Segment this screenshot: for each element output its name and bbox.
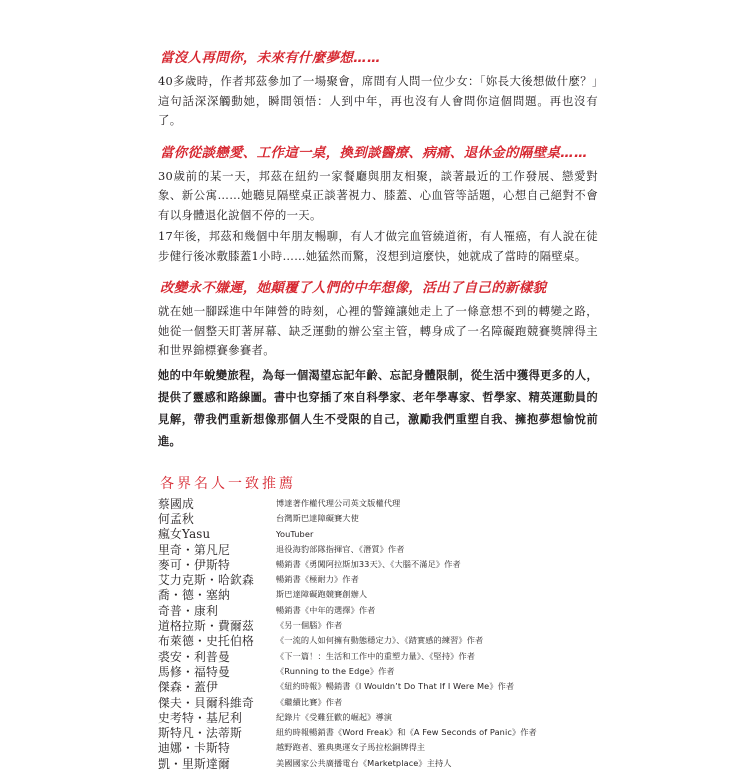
section-heading: 當沒人再問你，未來有什麼夢想……: [160, 50, 381, 66]
list-item: [158, 740, 598, 755]
recommender-name: 何孟秋: [158, 511, 194, 526]
book-description-page: [158, 48, 598, 771]
recommender-title: 《一流的人如何擁有動態穩定力》、《踏實感的練習》作者: [276, 635, 484, 646]
recommender-title: 暢銷書《中年的選擇》作者: [276, 604, 376, 615]
list-item: [158, 710, 598, 725]
list-item: [158, 648, 598, 663]
section-2: [158, 143, 598, 267]
recommender-name: 麥可・伊斯特: [158, 557, 230, 572]
recommender-title: 美國國家公共廣播電台《Marketplace》主持人: [276, 757, 452, 768]
recommender-title: 退役海豹部隊指揮官、《潛質》作者: [276, 543, 405, 554]
recommendations-heading: 各界名人一致推薦: [160, 475, 296, 492]
recommender-title: 越野跑者、雅典奧運女子馬拉松銅牌得主: [276, 742, 426, 753]
recommender-name: 里奇・第凡尼: [158, 542, 230, 557]
recommender-title: 台灣斯巴達障礙賽大使: [276, 512, 359, 523]
recommender-name: 奇普・康利: [158, 603, 218, 618]
list-item: [158, 679, 598, 694]
recommender-title: 《紐約時報》暢銷書《I Wouldn’t Do That If I Were Me》作者: [276, 681, 515, 692]
recommender-name: 傑森・蓋伊: [158, 680, 218, 695]
list-item: [158, 725, 598, 740]
recommender-title: 《下一篇！：生活和工作中的重塑力量》、《堅持》作者: [276, 650, 475, 661]
list-item: [158, 587, 598, 602]
list-item: [158, 618, 598, 633]
recommender-title: 紐約時報暢銷書《Word Freak》和《A Few Seconds of Panic》作者: [276, 727, 537, 738]
list-item: [158, 526, 598, 541]
recommendations-list: [158, 496, 598, 771]
section-paragraph: 40多歲時，作者邦茲參加了一場聚會，席間有人問一位少女：「妳長大後想做什麼？」這句話深深觸動她，瞬間領悟：人到中年，再也沒有人會問你這個問題。再也沒有了。: [158, 74, 598, 127]
recommender-name: 凱・里斯達爾: [158, 756, 230, 771]
section-3: [158, 278, 598, 361]
list-item: [158, 541, 598, 556]
section-heading: 改變永不嫌遲，她顛覆了人們的中年想像，活出了自己的新樣貌: [160, 280, 547, 296]
recommender-name: 斯特凡・法蒂斯: [158, 726, 242, 741]
recommender-name: 喬・德・塞納: [158, 588, 230, 603]
section-heading: 當你從談戀愛、工作這一桌，換到談醫療、病痛、退休金的隔壁桌……: [160, 144, 588, 161]
recommender-title: 斯巴達障礙跑競賽創辦人: [276, 589, 368, 600]
recommender-title: 暢銷書《勇闖阿拉斯加33天》、《大腦不滿足》作者: [276, 558, 461, 569]
list-item: [158, 633, 598, 648]
recommender-title: 博達著作權代理公司英文版權代理: [276, 497, 401, 508]
recommender-name: 蔡國成: [158, 496, 194, 511]
recommender-name: 瘋女Yasu: [158, 527, 211, 542]
list-item: [158, 664, 598, 679]
recommender-name: 布萊德・史托伯格: [158, 634, 254, 649]
section-1: [158, 48, 598, 131]
list-item: [158, 496, 598, 511]
list-item: [158, 557, 598, 572]
recommender-name: 裘安・利普曼: [158, 649, 230, 664]
section-paragraph: 17年後，邦茲和幾個中年朋友暢聊，有人才做完血管繞道術，有人罹癌，有人說在徒步健行後冰敷膝蓋1小時……她猛然而驚，沒想到這麼快，她就成了當時的隔壁桌。: [158, 229, 598, 263]
recommender-name: 馬修・福特曼: [158, 664, 230, 679]
list-item: [158, 572, 598, 587]
recommender-title: 《繼續比賽》作者: [276, 696, 343, 707]
list-item: [158, 511, 598, 526]
recommender-name: 傑夫・貝爾科維奇: [158, 695, 254, 710]
list-item: [158, 694, 598, 709]
recommender-name: 艾力克斯・哈欽森: [158, 573, 254, 588]
recommender-title: 暢銷書《極耐力》作者: [276, 574, 359, 585]
recommender-name: 道格拉斯・費爾茲: [158, 619, 254, 634]
section-paragraph: 就在她一腳踩進中年陣營的時刻，心裡的警鐘讓她走上了一條意想不到的轉變之路，她從一個整天盯著屏幕、缺乏運動的辦公室主管，轉身成了一名障礙跑競賽獎牌得主和世界錦標賽參賽者。: [158, 304, 598, 357]
recommender-name: 史考特・基尼利: [158, 710, 242, 725]
recommender-title: YouTuber: [276, 528, 314, 539]
list-item: [158, 756, 598, 771]
recommender-title: 紀錄片《受難狂歡的崛起》導演: [276, 711, 393, 722]
summary-paragraph: 她的中年蛻變旅程，為每一個渴望忘記年齡、忘記身體限制，從生活中獲得更多的人，提供了靈感和路線圖。書中也穿插了來自科學家、老年學專家、哲學家、精英運動員的見解，帶我們重新想像那個人生不受限的自己，激勵我們重塑自我、擁抱夢想愉悅前進。: [158, 368, 598, 448]
recommender-name: 迪娜・卡斯特: [158, 741, 230, 756]
section-paragraph: 30歲前的某一天，邦茲在紐約一家餐廳與朋友相聚，談著最近的工作發展、戀愛對象、新公寓……她聽見隔壁桌正談著視力、膝蓋、心血管等話題，心想自己絕對不會有以身體退化說個不停的一天。: [158, 168, 598, 222]
recommender-title: 《另一個腦》作者: [276, 620, 343, 631]
list-item: [158, 603, 598, 618]
recommender-title: 《Running to the Edge》作者: [276, 665, 395, 676]
